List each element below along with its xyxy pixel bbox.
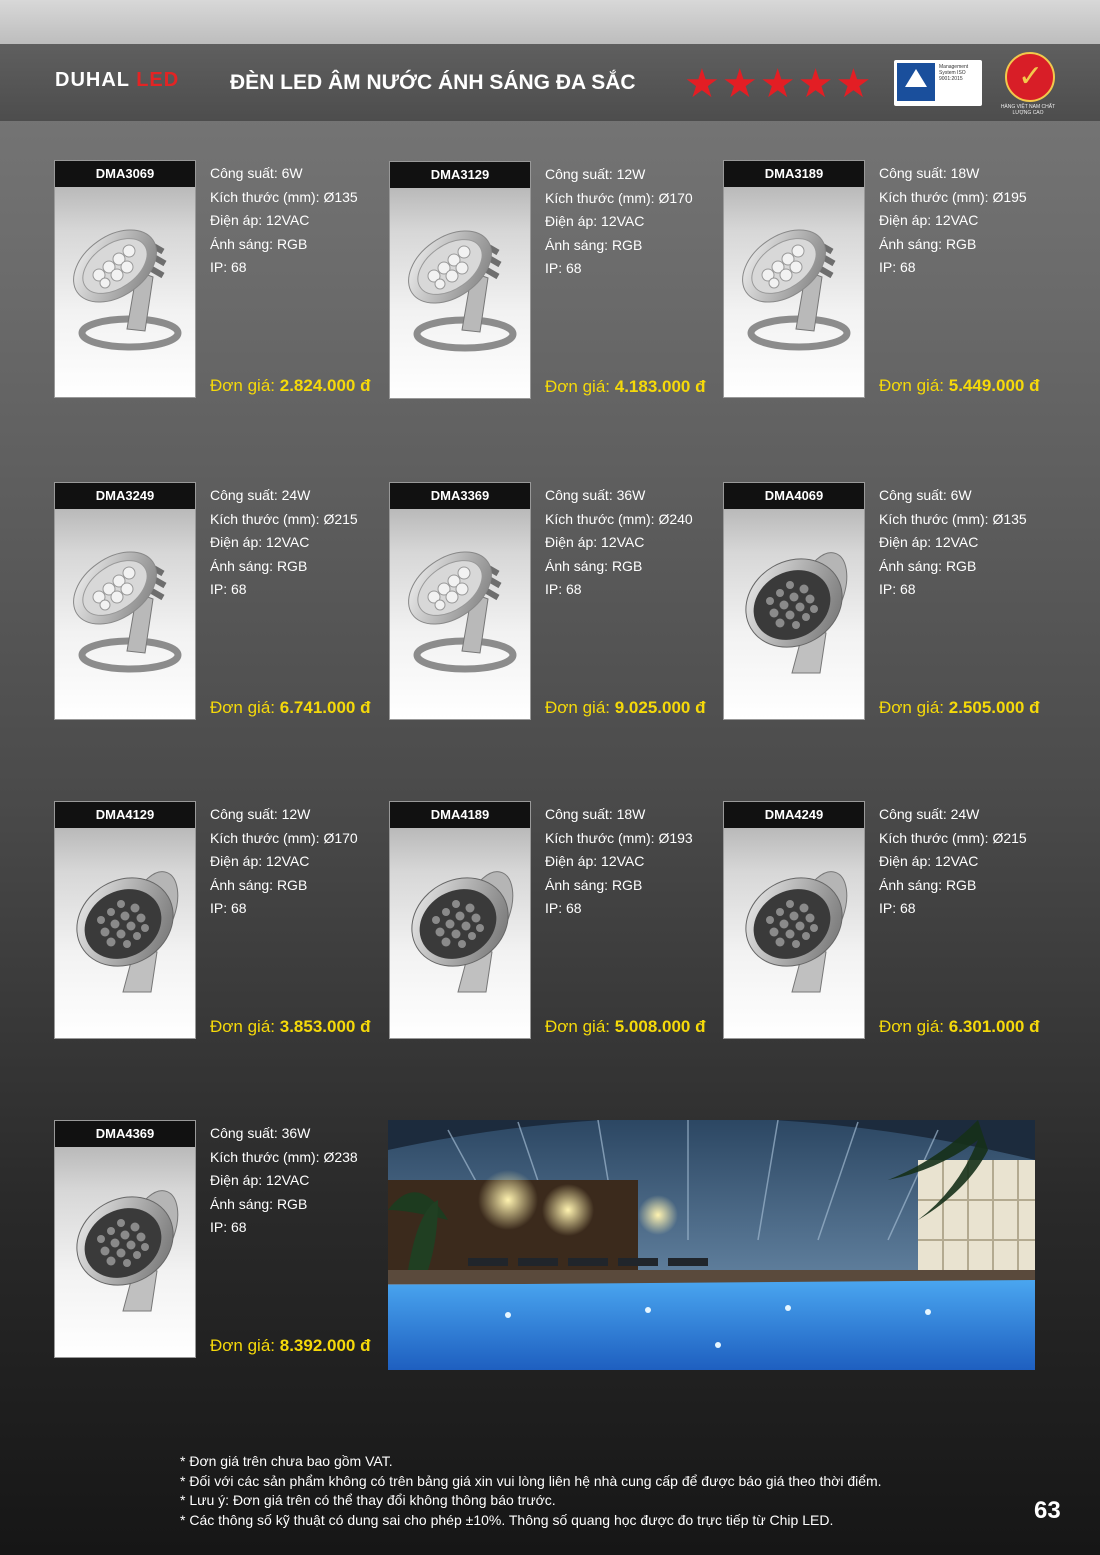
spec-ip: IP: 68 (879, 900, 916, 916)
product-image-card (54, 160, 196, 398)
lamp-image (65, 852, 190, 997)
spec-voltage: Điện áp: 12VAC (879, 212, 979, 228)
lamp-image-wrap (734, 852, 859, 997)
footnote-vat: * Đơn giá trên chưa bao gồm VAT. (180, 1453, 393, 1469)
spec-light: Ánh sáng: RGB (210, 876, 308, 893)
spec-size: Kích thước (mm): Ø193 (545, 829, 693, 846)
lamp-image (400, 852, 525, 997)
spec-power: Công suất: 24W (879, 806, 980, 822)
product-code: DMA4069 (724, 483, 864, 509)
price-label: Đơn giá: (879, 698, 945, 717)
product-code: DMA3249 (55, 483, 195, 509)
product-code: DMA3129 (390, 162, 530, 188)
product-specs (210, 484, 358, 602)
footnote-price-change: * Lưu ý: Đơn giá trên có thể thay đổi không thông báo trước. (180, 1492, 556, 1508)
lamp-image-wrap (65, 852, 190, 997)
product-image-card (723, 482, 865, 720)
spec-power: Công suất: 6W (879, 487, 972, 503)
product-image-card (389, 801, 531, 1039)
price-value: 2.505.000 đ (948, 698, 1040, 717)
spec-light: Ánh sáng: RGB (879, 235, 977, 252)
product-price (879, 1017, 1040, 1037)
lamp-image-wrap (65, 1171, 190, 1316)
page-header (0, 44, 1100, 121)
product-image-card (389, 161, 531, 399)
star-icon: ★ (721, 62, 758, 106)
product-code: DMA4189 (390, 802, 530, 828)
spec-power: Công suất: 36W (210, 1125, 311, 1141)
star-icon: ★ (835, 62, 872, 106)
lamp-image-wrap (65, 533, 190, 678)
price-label: Đơn giá: (210, 698, 276, 717)
spec-light: Ánh sáng: RGB (210, 557, 308, 574)
product-code: DMA3189 (724, 161, 864, 187)
spec-ip: IP: 68 (545, 581, 582, 597)
brand-led: LED (136, 69, 180, 91)
spec-voltage: Điện áp: 12VAC (545, 213, 645, 229)
lamp-image (734, 533, 859, 678)
spec-size: Kích thước (mm): Ø215 (879, 829, 1027, 846)
tuv-triangle-icon (897, 63, 935, 101)
spec-light: Ánh sáng: RGB (879, 876, 977, 893)
spec-voltage: Điện áp: 12VAC (210, 212, 310, 228)
lamp-image-wrap (400, 212, 525, 357)
product-item (54, 482, 384, 722)
rating-stars (684, 64, 871, 104)
spec-voltage: Điện áp: 12VAC (210, 534, 310, 550)
spec-ip: IP: 68 (210, 259, 247, 275)
page-title: ĐÈN LED ÂM NƯỚC ÁNH SÁNG ĐA SẮC (230, 71, 636, 94)
product-specs (879, 803, 1027, 921)
lamp-image-wrap (400, 533, 525, 678)
spec-ip: IP: 68 (545, 260, 582, 276)
page-number: 63 (1034, 1497, 1061, 1524)
spec-ip: IP: 68 (210, 900, 247, 916)
lamp-image (734, 211, 859, 356)
spec-ip: IP: 68 (210, 1219, 247, 1235)
product-image-card (723, 160, 865, 398)
spec-light: Ánh sáng: RGB (210, 1195, 308, 1212)
spec-size: Kích thước (mm): Ø240 (545, 510, 693, 527)
product-specs (210, 162, 358, 280)
product-image-card (54, 482, 196, 720)
spec-light: Ánh sáng: RGB (545, 876, 643, 893)
product-specs (545, 803, 693, 921)
lamp-image (65, 1171, 190, 1316)
spec-voltage: Điện áp: 12VAC (210, 853, 310, 869)
lamp-image-wrap (734, 211, 859, 356)
price-value: 3.853.000 đ (279, 1017, 371, 1036)
product-item (389, 801, 719, 1041)
product-item (723, 160, 1053, 400)
spec-voltage: Điện áp: 12VAC (879, 534, 979, 550)
price-value: 6.301.000 đ (948, 1017, 1040, 1036)
product-code: DMA4369 (55, 1121, 195, 1147)
star-icon: ★ (759, 62, 796, 106)
lamp-image-wrap (400, 852, 525, 997)
product-price (210, 698, 371, 718)
tuv-text: Management System ISO 9001:2015 (939, 64, 969, 82)
spec-ip: IP: 68 (879, 259, 916, 275)
product-code: DMA4129 (55, 802, 195, 828)
spec-size: Kích thước (mm): Ø135 (879, 510, 1027, 527)
spec-size: Kích thước (mm): Ø170 (545, 189, 693, 206)
lamp-image (734, 852, 859, 997)
product-item (54, 160, 384, 400)
price-label: Đơn giá: (210, 1017, 276, 1036)
spec-light: Ánh sáng: RGB (879, 557, 977, 574)
spec-voltage: Điện áp: 12VAC (210, 1172, 310, 1188)
product-price (545, 377, 706, 397)
spec-power: Công suất: 12W (545, 166, 646, 182)
price-label: Đơn giá: (210, 1336, 276, 1355)
price-label: Đơn giá: (545, 698, 611, 717)
product-specs (545, 163, 693, 281)
spec-size: Kích thước (mm): Ø238 (210, 1148, 358, 1165)
product-specs (210, 803, 358, 921)
product-item (54, 801, 384, 1041)
product-item (723, 482, 1053, 722)
spec-voltage: Điện áp: 12VAC (545, 853, 645, 869)
product-code: DMA3069 (55, 161, 195, 187)
product-specs (210, 1122, 358, 1240)
spec-ip: IP: 68 (210, 581, 247, 597)
brand-duhal: DUHAL (55, 69, 130, 91)
product-price (879, 376, 1040, 396)
price-label: Đơn giá: (545, 377, 611, 396)
price-value: 4.183.000 đ (614, 377, 706, 396)
pool-illustration (388, 1120, 1035, 1370)
spec-light: Ánh sáng: RGB (210, 235, 308, 252)
spec-ip: IP: 68 (545, 900, 582, 916)
product-specs (879, 162, 1027, 280)
product-image-card (54, 1120, 196, 1358)
lamp-image (400, 212, 525, 357)
spec-power: Công suất: 18W (879, 165, 980, 181)
lamp-image (65, 533, 190, 678)
footnote-tolerance: * Các thông số kỹ thuật có dung sai cho phép ±10%. Thông số quang học được đo trực tiếp từ Chip LED. (180, 1511, 834, 1528)
price-value: 6.741.000 đ (279, 698, 371, 717)
product-price (210, 1017, 371, 1037)
spec-power: Công suất: 12W (210, 806, 311, 822)
spec-voltage: Điện áp: 12VAC (879, 853, 979, 869)
price-value: 5.449.000 đ (948, 376, 1040, 395)
product-price (879, 698, 1040, 718)
product-price (545, 698, 706, 718)
lamp-image (65, 211, 190, 356)
spec-voltage: Điện áp: 12VAC (545, 534, 645, 550)
spec-size: Kích thước (mm): Ø215 (210, 510, 358, 527)
product-item (723, 801, 1053, 1041)
footnote-contact: * Đối với các sản phẩm không có trên bảng giá xin vui lòng liên hệ nhà cung cấp để được báo giá theo thời điểm. (180, 1472, 882, 1489)
price-value: 8.392.000 đ (279, 1336, 371, 1355)
price-label: Đơn giá: (210, 376, 276, 395)
tuv-certification-logo (894, 60, 982, 106)
spec-power: Công suất: 18W (545, 806, 646, 822)
hvn-caption: HÀNG VIỆT NAM CHẤT LƯỢNG CAO (1000, 104, 1056, 116)
pool-photo (388, 1120, 1035, 1370)
spec-ip: IP: 68 (879, 581, 916, 597)
product-specs (545, 484, 693, 602)
star-icon: ★ (684, 62, 720, 106)
spec-size: Kích thước (mm): Ø170 (210, 829, 358, 846)
product-specs (879, 484, 1027, 602)
spec-size: Kích thước (mm): Ø135 (210, 188, 358, 205)
product-price (210, 376, 371, 396)
price-value: 2.824.000 đ (279, 376, 371, 395)
price-value: 5.008.000 đ (614, 1017, 706, 1036)
spec-light: Ánh sáng: RGB (545, 236, 643, 253)
brand-logo (55, 69, 179, 92)
top-strip (0, 0, 1100, 44)
price-value: 9.025.000 đ (614, 698, 706, 717)
hvn-quality-logo (1000, 52, 1056, 116)
spec-power: Công suất: 24W (210, 487, 311, 503)
lamp-image-wrap (734, 533, 859, 678)
product-item (54, 1120, 384, 1360)
spec-power: Công suất: 6W (210, 165, 303, 181)
product-price (545, 1017, 706, 1037)
price-label: Đơn giá: (879, 1017, 945, 1036)
lamp-image (400, 533, 525, 678)
star-icon: ★ (797, 62, 834, 106)
product-image-card (54, 801, 196, 1039)
spec-power: Công suất: 36W (545, 487, 646, 503)
spec-light: Ánh sáng: RGB (545, 557, 643, 574)
product-code: DMA4249 (724, 802, 864, 828)
product-item (389, 482, 719, 722)
product-price (210, 1336, 371, 1356)
lamp-image-wrap (65, 211, 190, 356)
checkmark-icon: ✓ (1018, 60, 1044, 93)
spec-size: Kích thước (mm): Ø195 (879, 188, 1027, 205)
product-image-card (389, 482, 531, 720)
product-code: DMA3369 (390, 483, 530, 509)
price-label: Đơn giá: (545, 1017, 611, 1036)
product-image-card (723, 801, 865, 1039)
footnotes (180, 1452, 882, 1530)
price-label: Đơn giá: (879, 376, 945, 395)
product-item (389, 161, 719, 401)
